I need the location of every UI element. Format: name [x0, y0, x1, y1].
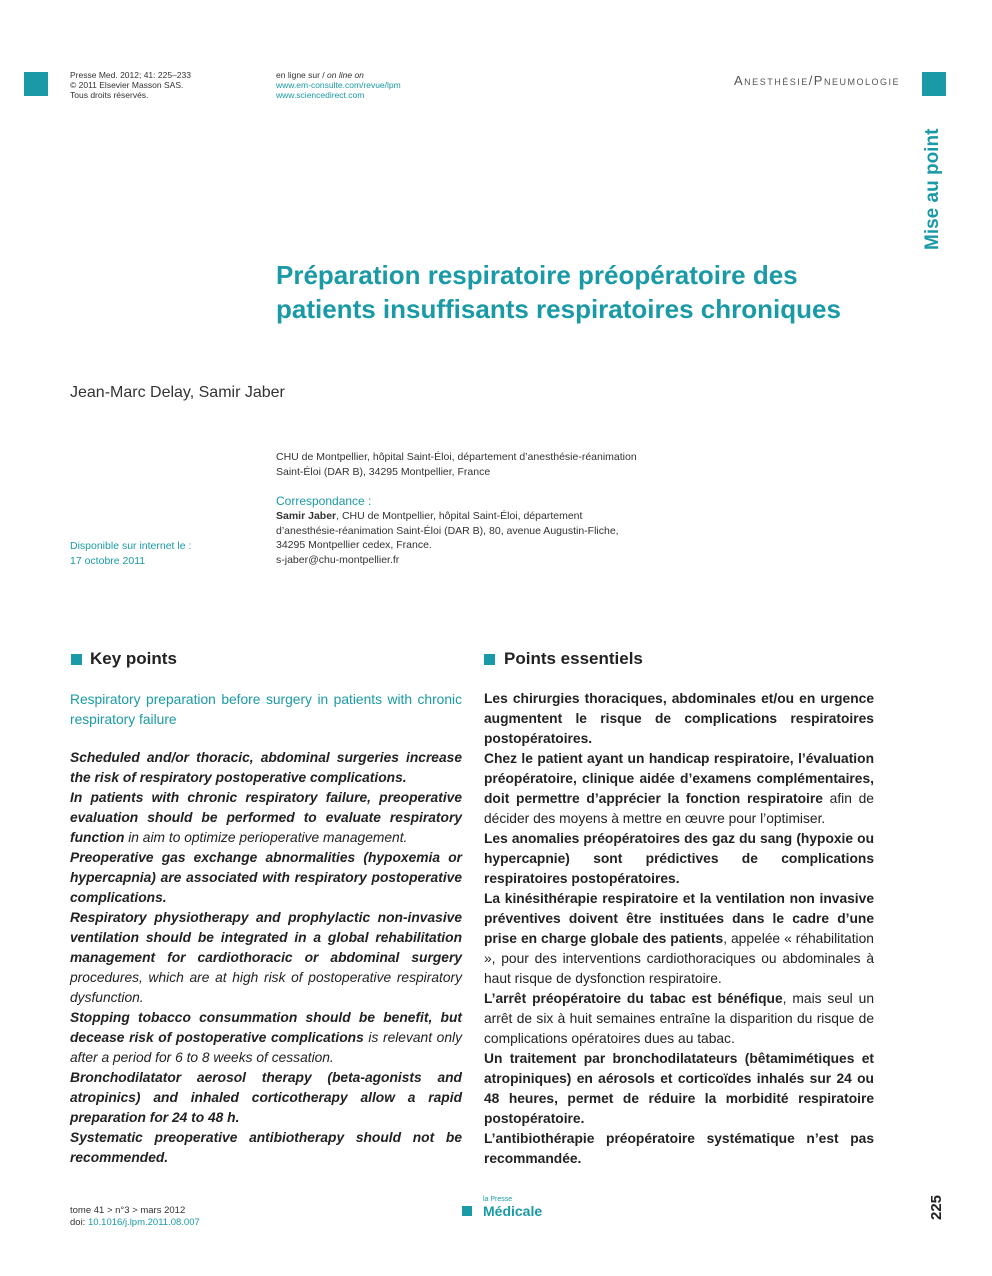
- page-number: 225: [928, 1194, 945, 1220]
- available-label: Disponible sur internet le :: [70, 540, 192, 552]
- footer-info: [70, 1205, 200, 1229]
- key-points-bullet: [71, 654, 82, 665]
- kp-item: Preoperative gas exchange abnormalities (hypoxemia or hypercapnia) are associated with respiratory postoperative complications.: [70, 850, 462, 905]
- pe-item-normal: , mais seul un arrêt de six à huit semaines entraîne la disparition du risque de complications opératoires dues au tabac.: [484, 991, 874, 1046]
- available-date: 17 octobre 2011: [70, 555, 146, 567]
- kp-item-normal: is relevant only after a period for 6 to 8 weeks of cessation.: [70, 1030, 462, 1065]
- online-info: [276, 70, 401, 100]
- kp-item-bold: Respiratory physiotherapy and prophylactic non-invasive ventilation should be integrated in a global rehabilitation management for cardiothoracic or abdominal surgery: [70, 910, 462, 965]
- pe-item-normal: afin de décider des moyens à mettre en œuvre pour l’optimiser.: [484, 791, 874, 826]
- kp-item-bold: In patients with chronic respiratory failure, preoperative evaluation should be performed to evaluate respiratory function: [70, 790, 462, 845]
- journal-logo: [483, 1196, 542, 1218]
- article-title: [276, 258, 916, 326]
- corr-line-1: , CHU de Montpellier, hôpital Saint-Éloi, département: [336, 510, 583, 522]
- correspondance-label: Correspondance :: [276, 494, 372, 508]
- points-essentiels-column: [484, 689, 874, 1169]
- logo-big-text: Médicale: [483, 1203, 543, 1219]
- pe-item: Les anomalies préopératoires des gaz du sang (hypoxie ou hypercapnie) sont prédictives de complications respiratoires postopératoires.: [484, 831, 874, 886]
- affiliation-line-2: Saint-Éloi (DAR B), 34295 Montpellier, France: [276, 465, 491, 478]
- corr-email[interactable]: s-jaber@chu-montpellier.fr: [276, 553, 400, 566]
- corr-line-3: 34295 Montpellier cedex, France.: [276, 539, 432, 551]
- url-sciencedirect[interactable]: www.sciencedirect.com: [276, 90, 365, 100]
- key-points-heading: Key points: [90, 649, 177, 668]
- kp-item: Bronchodilatator aerosol therapy (beta-agonists and atropinics) and inhaled corticotherapy allow a rapid preparation for 24 to 48 h.: [70, 1070, 462, 1125]
- logo-square: [462, 1206, 472, 1216]
- correspondance-block: [276, 494, 856, 567]
- kp-item-normal: procedures, which are at high risk of postoperative respiratory dysfunction.: [70, 970, 462, 1005]
- pe-item: Un traitement par bronchodilatateurs (bêtamimétiques et atropiniques) en aérosols et corticoïdes inhalés sur 24 ou 48 heures, permet de réduire la morbidité respiratoire postopératoire.: [484, 1051, 874, 1126]
- kp-item-bold: Stopping tobacco consummation should be benefit, but decease risk of postoperative complications: [70, 1010, 462, 1045]
- online-label-en: on line on: [327, 70, 364, 80]
- online-label-fr: en ligne sur /: [276, 70, 328, 80]
- copyright: © 2011 Elsevier Masson SAS.: [70, 80, 184, 90]
- kp-item-normal: in aim to optimize perioperative management.: [124, 830, 408, 845]
- pe-item-bold: L’arrêt préopératoire du tabac est bénéfique: [484, 991, 783, 1006]
- availability: [70, 539, 191, 569]
- pe-item: L’antibiothérapie préopératoire systématique n’est pas recommandée.: [484, 1131, 874, 1166]
- corner-square-left: [24, 72, 48, 96]
- authors: Jean-Marc Delay, Samir Jaber: [70, 384, 285, 401]
- logo-small-text: la Presse: [483, 1196, 513, 1203]
- section-heading: Anesthésie/Pneumologie: [734, 73, 900, 88]
- issue-info: tome 41 > n°3 > mars 2012: [70, 1205, 186, 1216]
- affiliation-line-1: CHU de Montpellier, hôpital Saint-Éloi, département d’anesthésie-réanimation: [276, 451, 637, 463]
- corner-square-right: [922, 72, 946, 96]
- kp-item: Scheduled and/or thoracic, abdominal surgeries increase the risk of respiratory postoperative complications.: [70, 750, 462, 785]
- title-line-1: Préparation respiratoire préopératoire des: [276, 260, 798, 290]
- points-essentiels-heading: Points essentiels: [504, 649, 643, 668]
- pe-item-bold: La kinésithérapie respiratoire et la ventilation non invasive préventives doivent être instituées dans le cadre d’une prise en charge globale des patients: [484, 891, 874, 946]
- url-em-consulte[interactable]: www.em-consulte.com/revue/lpm: [276, 80, 401, 90]
- affiliation: [276, 450, 836, 479]
- key-points-subtitle: Respiratory preparation before surgery in patients with chronic respiratory failure: [70, 692, 462, 727]
- kp-item: Systematic preoperative antibiotherapy should not be recommended.: [70, 1130, 462, 1165]
- doi-link[interactable]: 10.1016/j.lpm.2011.08.007: [87, 1217, 200, 1228]
- rights: Tous droits réservés.: [70, 90, 149, 100]
- title-line-2: patients insuffisants respiratoires chroniques: [276, 294, 841, 324]
- side-label-mise-au-point: Mise au point: [922, 128, 943, 250]
- corr-line-2: d’anesthésie-réanimation Saint-Éloi (DAR B), 80, avenue Augustin-Fliche,: [276, 524, 619, 537]
- key-points-column: [70, 690, 462, 1168]
- doi-label: doi:: [70, 1217, 88, 1228]
- corr-name: Samir Jaber: [276, 510, 337, 522]
- journal-ref: Presse Med. 2012; 41: 225–233: [70, 70, 191, 80]
- pe-item-bold: Chez le patient ayant un handicap respiratoire, l’évaluation préopératoire, clinique aidée d’examens complémentaires, doit permettre d’apprécier la fonction respiratoire: [484, 751, 874, 806]
- points-essentiels-bullet: [484, 654, 495, 665]
- journal-info: [70, 70, 191, 100]
- pe-item-normal: , appelée « réhabilitation », pour des interventions cardiothoraciques ou abdominales à haut risque de dysfonction respiratoire.: [484, 931, 874, 986]
- pe-item: Les chirurgies thoraciques, abdominales et/ou en urgence augmentent le risque de complications respiratoires postopératoires.: [484, 691, 874, 746]
